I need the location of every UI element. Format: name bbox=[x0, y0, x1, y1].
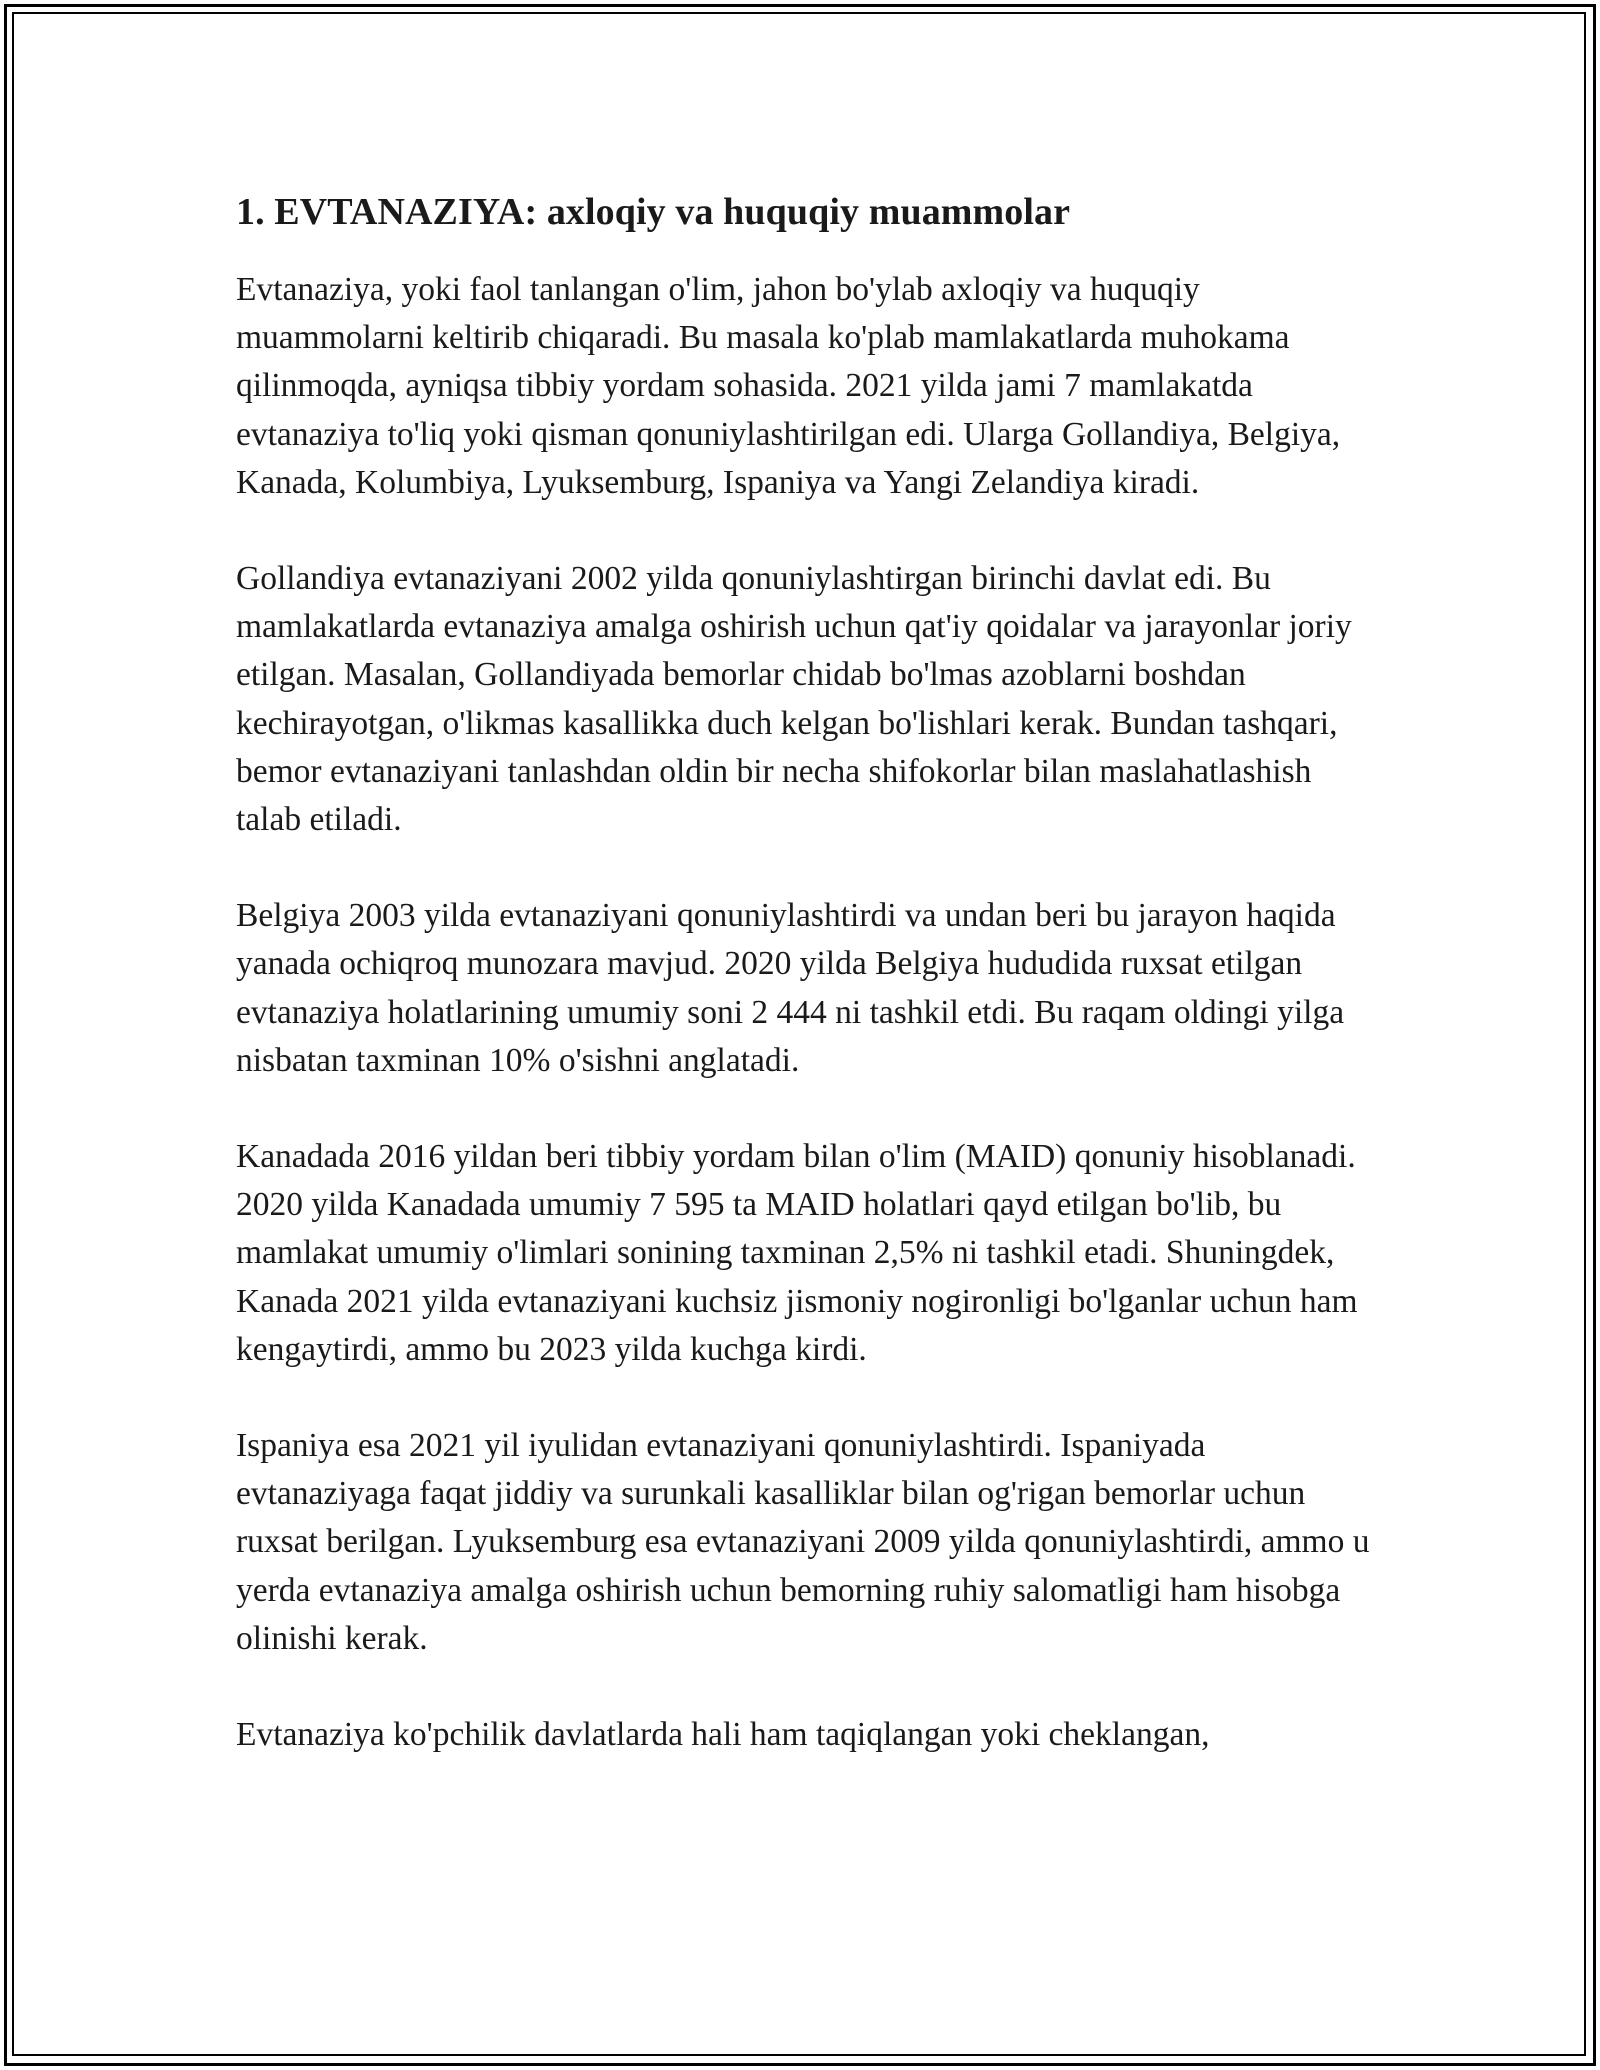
paragraph-belgium: Belgiya 2003 yilda evtanaziyani qonuniylashtirdi va undan beri bu jarayon haqida yanada ochiqroq munozara mavjud. 2020 yilda Belgiya hududida ruxsat etilgan evtanaziya holatlarining umumiy soni 2 444 ni tashkil etdi. Bu raqam oldingi yilga nisbatan taxminan 10% o'sishni anglatadi. bbox=[236, 897, 1345, 1079]
paragraph-conclusion: Evtanaziya ko'pchilik davlatlarda hali ham taqiqlangan yoki cheklangan, bbox=[236, 1716, 1210, 1754]
document-body bbox=[236, 188, 1376, 1807]
paragraph-intro: Evtanaziya, yoki faol tanlangan o'lim, jahon bo'ylab axloqiy va huquqiy muammolarni keltirib chiqaradi. Bu masala ko'plab mamlakatlarda muhokama qilinmoqda, ayniqsa tibbiy yordam sohasida. 2021 yilda jami 7 mamlakatda evtanaziya to'liq yoki qisman qonuniylashtirilgan edi. Ularga Gollandiya, Belgiya, Kanada, Kolumbiya, Lyuksemburg, Ispaniya va Yangi Zelandiya kiradi. bbox=[236, 271, 1341, 501]
paragraph-netherlands: Gollandiya evtanaziyani 2002 yilda qonuniylashtirgan birinchi davlat edi. Bu mamlakatlarda evtanaziya amalga oshirish uchun qat'iy qoidalar va jarayonlar joriy etilgan. Masalan, Gollandiyada bemorlar chidab bo'lmas azoblarni boshdan kechirayotgan, o'likmas kasallikka duch kelgan bo'lishlari kerak. Bundan tashqari, bemor evtanaziyani tanlashdan oldin bir necha shifokorlar bilan maslahatlashish talab etiladi. bbox=[236, 560, 1352, 839]
paragraph-canada: Kanadada 2016 yildan beri tibbiy yordam bilan o'lim (MAID) qonuniy hisoblanadi. 2020 yilda Kanadada umumiy 7 595 ta MAID holatlari qayd etilgan bo'lib, bu mamlakat umumiy o'limlari sonining taxminan 2,5% ni tashkil etadi. Shuningdek, Kanada 2021 yilda evtanaziyani kuchsiz jismoniy nogironligi bo'lganlar uchun ham kengaytirdi, ammo bu 2023 yilda kuchga kirdi. bbox=[236, 1138, 1358, 1368]
document-title: 1. EVTANAZIYA: axloqiy va huquqiy muammolar bbox=[236, 191, 1071, 233]
paragraph-spain-luxembourg: Ispaniya esa 2021 yil iyulidan evtanaziyani qonuniylashtirdi. Ispaniyada evtanaziyaga faqat jiddiy va surunkali kasalliklar bilan og'rigan bemorlar uchun ruxsat berilgan. Lyuksemburg esa evtanaziyani 2009 yilda qonuniylashtirdi, ammo u yerda evtanaziya amalga oshirish uchun bemorning ruhiy salomatligi ham hisobga olinishi kerak. bbox=[236, 1427, 1370, 1657]
